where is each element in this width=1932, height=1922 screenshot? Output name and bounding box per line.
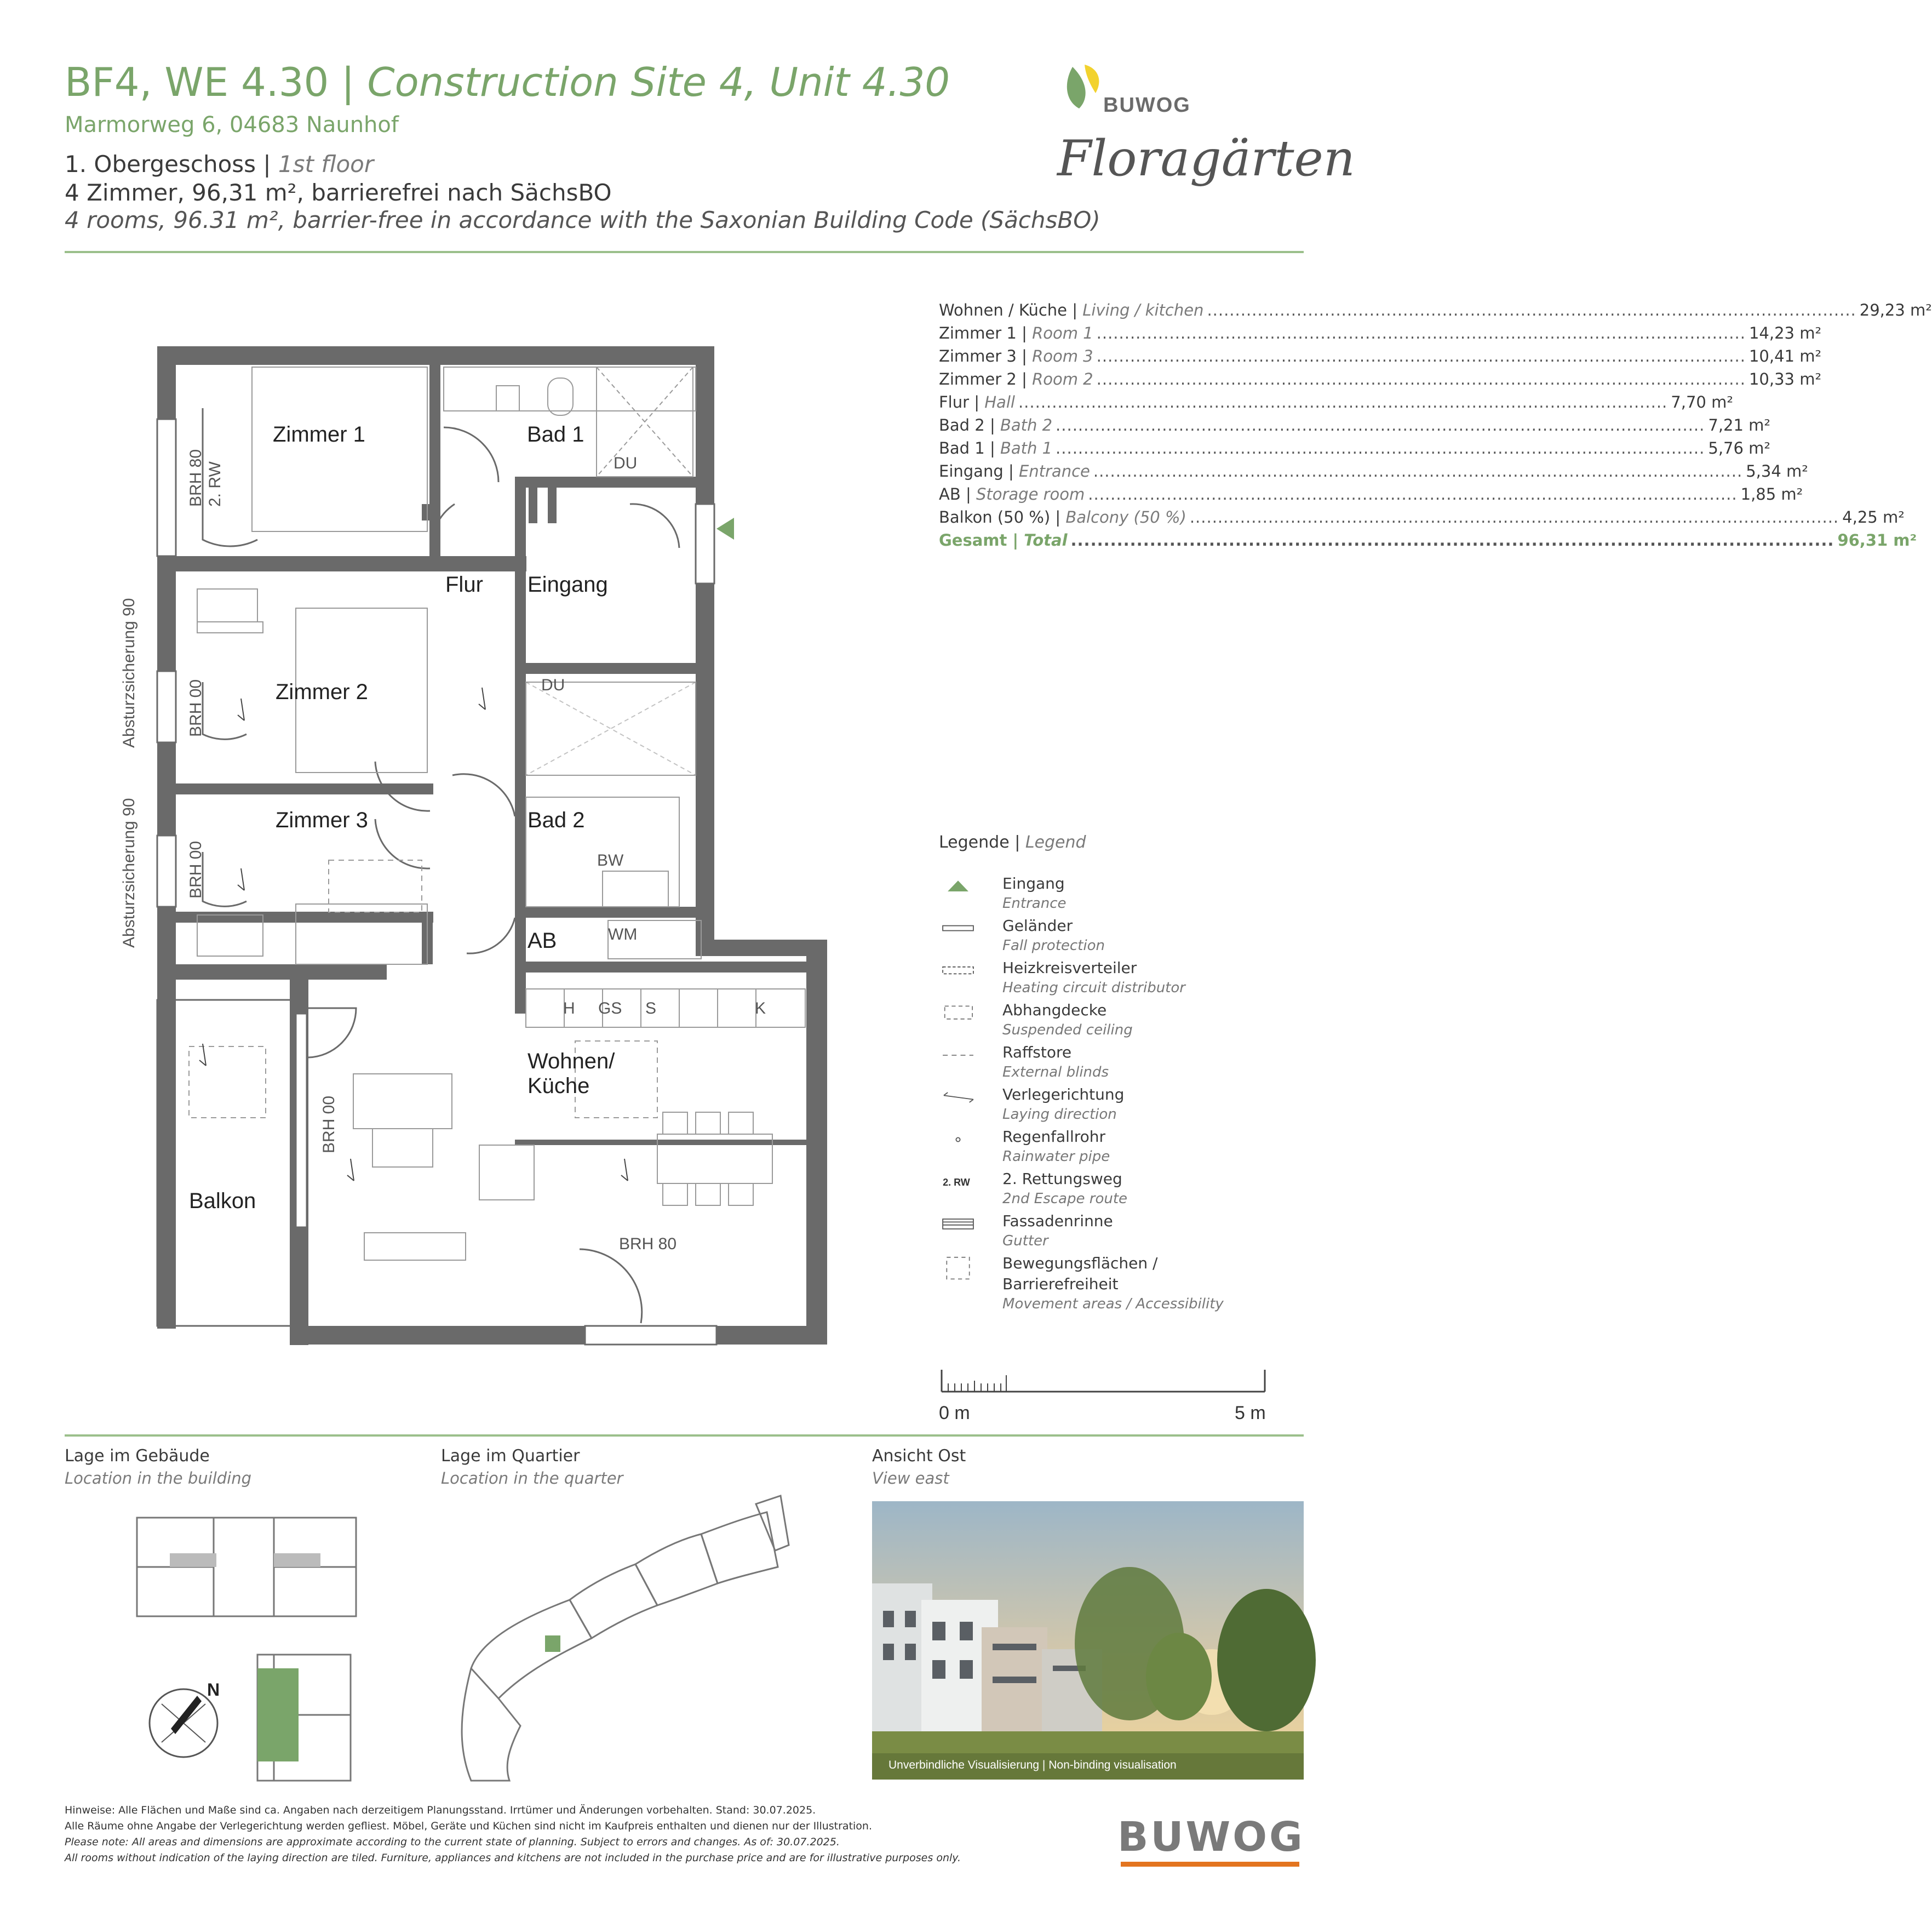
floor-info: 1. Obergeschoss | 1st floor (65, 151, 374, 178)
legend-item: 2. RW 2. Rettungsweg 2nd Escape route (939, 1170, 1268, 1212)
label-2rw: 2. RW (206, 461, 224, 507)
legend-item: Verlegerichtung Laying direction (939, 1085, 1268, 1128)
label-brh00-zimmer3: BRH 00 (187, 840, 205, 899)
leaf-green-icon (1067, 67, 1086, 108)
note-line-2: Alle Räume ohne Angabe der Verlegerichtung werden gefliest. Möbel, Geräte und Küchen sind nicht im Kaufpreis enthalten und dienen nur der Illustration. (65, 1820, 873, 1832)
buwog-footer-logo: BUWOG (1117, 1814, 1305, 1861)
area-row: Bad 1 | Bath 1 ..... 5,76 m² (939, 437, 1304, 460)
room-label-balkon: Balkon (189, 1189, 256, 1213)
room-label-wohnen: Wohnen/ (528, 1049, 615, 1073)
rooms-summary-de: 4 Zimmer, 96,31 m², barrierefrei nach SächsBO (65, 179, 612, 206)
note-line-1: Hinweise: Alle Flächen und Maße sind ca. Angaben nach derzeitigem Planungsstand. Irrtümer und Änderungen vorbehalten. Stand: 30.07.2025. (65, 1804, 816, 1816)
area-row: Bad 2 | Bath 2 ..... 7,21 m² (939, 414, 1304, 437)
external-blinds-icon (939, 1045, 977, 1065)
legend-item: Bewegungsflächen / Barrierefreiheit Movement areas / Accessibility (939, 1254, 1268, 1318)
area-row: Balkon (50 %) | Balcony (50 %) ..... 4,25 m² (939, 506, 1304, 529)
area-row: Wohnen / Küche | Living / kitchen ..... 29,23 m² (939, 299, 1304, 322)
legend-item: Geländer Fall protection (939, 917, 1268, 959)
leaf-yellow-icon (1085, 65, 1099, 93)
room-label-flur: Flur (445, 573, 483, 597)
buwog-footer-accent (1121, 1862, 1299, 1867)
view-east-heading: Ansicht Ost View east (872, 1446, 966, 1488)
note-line-4: All rooms without indication of the laying direction are tiled. Furniture, appliances and kitchens are not included in the purchase price and are for illustrative purposes only. (65, 1852, 961, 1864)
rooms-summary-en: 4 rooms, 96.31 m², barrier-free in accordance with the Saxonian Building Code (SächsBO) (65, 207, 1100, 233)
room-label-zimmer1: Zimmer 1 (273, 422, 365, 447)
legend-item: Raffstore External blinds (939, 1043, 1268, 1085)
room-label-kueche: Küche (528, 1074, 590, 1098)
legend-title: Legende | Legend (939, 833, 1086, 852)
fixture-bw: BW (597, 851, 624, 870)
scale-bar (939, 1364, 1279, 1425)
railing-icon (939, 919, 977, 939)
fixture-du-bad2: DU (541, 676, 565, 694)
room-label-eingang: Eingang (528, 573, 608, 597)
disclaimer-notes (65, 1803, 961, 1866)
legend-item: Heizkreisverteiler Heating circuit distributor (939, 959, 1268, 1001)
unit-location-highlight (545, 1635, 560, 1652)
fixture-wm: WM (608, 925, 638, 943)
legend-item: Regenfallrohr Rainwater pipe (939, 1128, 1268, 1170)
suspended-ceiling-icon (939, 1003, 977, 1023)
entrance-triangle-icon (939, 877, 977, 896)
heating-distributor-icon (939, 961, 977, 981)
movement-area-icon (939, 1256, 977, 1276)
area-row: Zimmer 3 | Room 3 ..... 10,41 m² (939, 345, 1304, 368)
location-in-quarter-map (460, 1496, 800, 1792)
location-building-heading: Lage im Gebäude Location in the building (65, 1446, 252, 1488)
escape-route-icon (939, 1172, 977, 1192)
area-row: AB | Storage room ..... 1,85 m² (939, 483, 1304, 506)
legend (939, 874, 1268, 1318)
floragaerten-logo (1057, 60, 1355, 203)
floor-plan (99, 340, 822, 1309)
room-label-zimmer2: Zimmer 2 (276, 680, 368, 704)
legend-item: Fassadenrinne Gutter (939, 1212, 1268, 1254)
label-brh00-zimmer2: BRH 00 (187, 679, 205, 737)
area-row: Eingang | Entrance ..... 5,34 m² (939, 460, 1304, 483)
scale-start-label: 0 m (939, 1403, 970, 1423)
legend-item: Abhangdecke Suspended ceiling (939, 1001, 1268, 1043)
note-line-3: Please note: All areas and dimensions are approximate according to the current state of planning. Subject to errors and changes. As of: 30.07.2025. (65, 1836, 840, 1848)
location-in-building-map (131, 1507, 372, 1792)
gutter-icon (939, 1214, 977, 1234)
balcony-outline (157, 1000, 294, 1326)
label-brh80-wohnen: BRH 80 (619, 1235, 677, 1253)
fixture-gs: GS (598, 999, 622, 1017)
laying-direction-icon (939, 1088, 977, 1107)
legend-item: Eingang Entrance (939, 874, 1268, 917)
fixture-s: S (645, 999, 657, 1017)
fixture-k: K (755, 999, 766, 1017)
visualisation-caption: Unverbindliche Visualisierung | Non-binding visualisation (888, 1759, 1177, 1771)
unit-highlight (257, 1668, 299, 1761)
floragaerten-script: Floragärten (1057, 130, 1355, 187)
label-absturzsicherung-1: Absturzsicherung 90 (120, 798, 138, 948)
room-label-zimmer3: Zimmer 3 (276, 808, 368, 832)
area-row: Zimmer 2 | Room 2 ..... 10,33 m² (939, 368, 1304, 391)
area-table (939, 299, 1932, 552)
room-label-ab: AB (528, 929, 557, 953)
room-label-bad2: Bad 2 (528, 808, 585, 832)
scale-end-label: 5 m (1235, 1403, 1266, 1423)
fixture-du-bad1: DU (614, 454, 638, 472)
area-row: Zimmer 1 | Room 1 ..... 14,23 m² (939, 322, 1304, 345)
entrance-triangle-icon (716, 518, 734, 540)
view-east-visualisation (872, 1501, 1304, 1780)
header-divider (65, 251, 1304, 253)
area-row: Flur | Hall ..... 7,70 m² (939, 391, 1304, 414)
label-brh80-zimmer1: BRH 80 (187, 449, 205, 507)
footer-divider (65, 1434, 1304, 1437)
north-label: N (207, 1680, 220, 1700)
svg-text:2. RW: 2. RW (943, 1177, 970, 1188)
fixture-h: H (563, 999, 575, 1017)
laying-direction-marks (199, 688, 628, 1181)
room-label-bad1: Bad 1 (527, 422, 584, 447)
area-total-row: Gesamt | Total ..... 96,31 m² (939, 529, 1304, 552)
address: Marmorweg 6, 04683 Naunhof (65, 112, 399, 138)
location-quarter-heading: Lage im Quartier Location in the quarter (441, 1446, 623, 1488)
page-title: BF4, WE 4.30 | Construction Site 4, Unit 4.30 (65, 59, 950, 105)
walls (157, 346, 827, 1345)
label-absturzsicherung-2: Absturzsicherung 90 (120, 598, 138, 748)
buwog-logo-text: BUWOG (1103, 94, 1191, 117)
rainwater-pipe-icon (939, 1130, 977, 1149)
label-brh00-wohnen: BRH 00 (320, 1095, 338, 1153)
